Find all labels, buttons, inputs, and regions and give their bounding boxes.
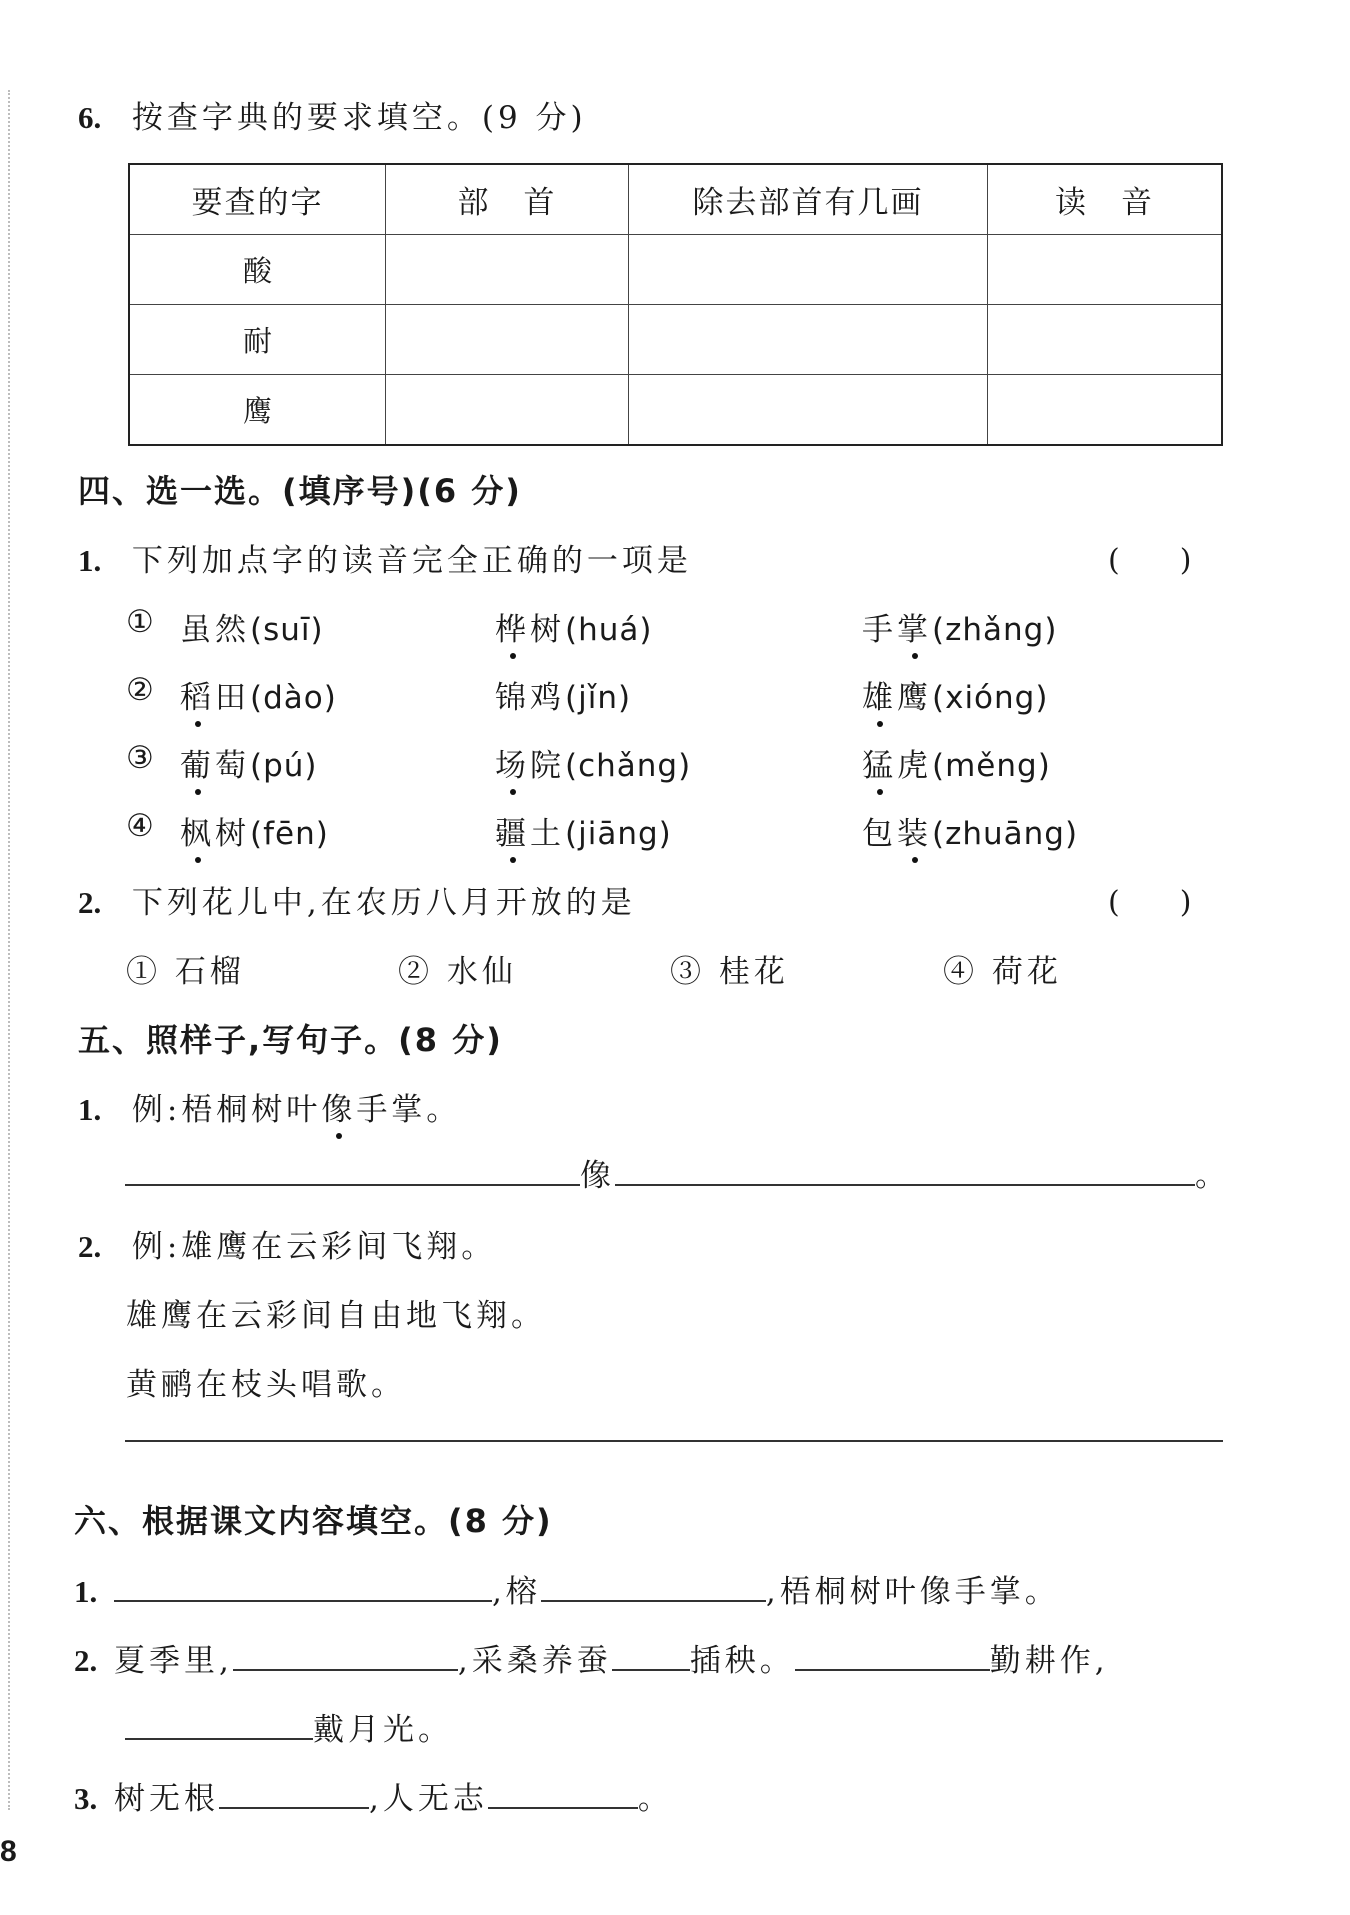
option-word-b: 场院(chǎng) xyxy=(495,740,691,785)
dotted-char: 枫 xyxy=(180,808,215,853)
option-word-a: 虽然(suī) xyxy=(180,612,324,648)
q6-number: 6. xyxy=(78,100,102,135)
dictionary-table xyxy=(128,163,1223,446)
flower-option[interactable]: ③ 桂花 xyxy=(670,954,789,990)
sec4-q1-answer-paren[interactable]: ( ) xyxy=(1108,543,1192,578)
option-marker[interactable]: ① xyxy=(126,604,158,640)
dotted-char: 像 xyxy=(321,1084,356,1129)
option-word-b: 锦鸡(jǐn) xyxy=(495,680,632,716)
answer-blank[interactable] xyxy=(541,1570,766,1602)
answer-blank[interactable] xyxy=(125,1708,313,1740)
answer-blank[interactable] xyxy=(795,1639,990,1671)
table-cell-character: 酸 xyxy=(129,235,386,305)
q6-text: 按查字典的要求填空。(9 分) xyxy=(131,100,587,136)
dotted-char: 雄 xyxy=(862,672,897,717)
dotted-char: 场 xyxy=(495,740,530,785)
radical-answer-cell[interactable] xyxy=(386,235,629,305)
answer-blank[interactable] xyxy=(615,1154,1195,1186)
page-number: 8 xyxy=(0,1835,17,1868)
table-row xyxy=(129,305,1222,375)
dotted-char: 稻 xyxy=(180,672,215,717)
option-word-c: 雄鹰(xióng) xyxy=(862,672,1048,717)
sec6-q3-line: 3. 树无根 ,人无志 。 xyxy=(74,1773,673,1818)
pronunciation-answer-cell[interactable] xyxy=(988,235,1223,305)
sec6-q2-line: 2. 夏季里, ,采桑养蚕 插秧。 勤耕作, xyxy=(74,1635,1109,1680)
sec4-q1-line xyxy=(78,535,692,580)
option-word-c: 猛虎(měng) xyxy=(862,740,1051,785)
sec4-q2-number: 2. xyxy=(78,885,102,920)
sec4-q2-answer-paren[interactable]: ( ) xyxy=(1108,885,1192,920)
option-word-a: 枫树(fēn) xyxy=(180,808,329,853)
answer-blank[interactable] xyxy=(612,1639,690,1671)
table-row xyxy=(129,375,1222,446)
dotted-char: 葡 xyxy=(180,740,215,785)
sec5-q2-number: 2. xyxy=(78,1229,102,1264)
q6-line xyxy=(78,92,587,137)
option-word-a: 稻田(dào) xyxy=(180,672,337,717)
option-marker[interactable]: ③ xyxy=(126,740,158,776)
sec5-q2-result: 雄鹰在云彩间自由地飞翔。 xyxy=(126,1298,546,1334)
table-header-row xyxy=(129,164,1222,235)
dotted-char: 桦 xyxy=(495,604,530,649)
sec4-q2-text: 下列花儿中,在农历八月开放的是 xyxy=(131,885,636,921)
binding-edge-line xyxy=(8,90,10,1810)
flower-option[interactable]: ① 石榴 xyxy=(126,954,245,990)
answer-blank[interactable] xyxy=(125,1440,1223,1442)
option-word-a: 葡萄(pú) xyxy=(180,740,318,785)
strokes-answer-cell[interactable] xyxy=(629,305,988,375)
answer-blank[interactable] xyxy=(114,1570,492,1602)
option-word-c: 手掌(zhǎng) xyxy=(862,604,1057,649)
sec5-q1-answer-line: 像 。 xyxy=(125,1150,1230,1195)
sec4-q1-text: 下列加点字的读音完全正确的一项是 xyxy=(131,543,692,579)
pronunciation-answer-cell[interactable] xyxy=(988,305,1223,375)
option-word-b: 疆土(jiāng) xyxy=(495,808,672,853)
sec5-q2-task: 黄鹂在枝头唱歌。 xyxy=(126,1367,406,1403)
header-radical: 部 首 xyxy=(386,164,629,235)
option-word-b: 桦树(huá) xyxy=(495,604,652,649)
flower-option[interactable]: ② 水仙 xyxy=(398,954,517,990)
header-strokes: 除去部首有几画 xyxy=(629,164,988,235)
dotted-char: 疆 xyxy=(495,808,530,853)
sec6-q1-line: 1. ,榕 ,梧桐树叶像手掌。 xyxy=(74,1566,1060,1611)
dotted-char: 装 xyxy=(897,808,932,853)
strokes-answer-cell[interactable] xyxy=(629,375,988,446)
dotted-char: 猛 xyxy=(862,740,897,785)
sec4-q1-number: 1. xyxy=(78,543,102,578)
answer-blank[interactable] xyxy=(125,1154,580,1186)
dotted-char: 掌 xyxy=(897,604,932,649)
header-pronunciation: 读 音 xyxy=(988,164,1223,235)
strokes-answer-cell[interactable] xyxy=(629,235,988,305)
sec6-q2-line-2: 戴月光。 xyxy=(125,1704,453,1749)
flower-option[interactable]: ④ 荷花 xyxy=(943,954,1062,990)
option-marker[interactable]: ② xyxy=(126,672,158,708)
table-cell-character: 鹰 xyxy=(129,375,386,446)
option-marker[interactable]: ④ xyxy=(126,808,158,844)
pronunciation-answer-cell[interactable] xyxy=(988,375,1223,446)
section-5-title: 五、照样子,写句子。(8 分) xyxy=(78,1021,503,1059)
header-character: 要查的字 xyxy=(129,164,386,235)
radical-answer-cell[interactable] xyxy=(386,375,629,446)
sec4-q2-line xyxy=(78,877,636,922)
sec6-q1-number: 1. xyxy=(74,1574,98,1609)
table-row xyxy=(129,235,1222,305)
section-6-title: 六、根据课文内容填空。(8 分) xyxy=(74,1502,553,1540)
option-word-c: 包装(zhuāng) xyxy=(862,808,1078,853)
answer-blank[interactable] xyxy=(219,1777,369,1809)
sec6-q3-number: 3. xyxy=(74,1781,98,1816)
sec5-q2-line xyxy=(78,1221,496,1266)
radical-answer-cell[interactable] xyxy=(386,305,629,375)
answer-blank[interactable] xyxy=(488,1777,638,1809)
sec5-q2-example: 例:雄鹰在云彩间飞翔。 xyxy=(131,1229,497,1265)
section-4-title: 四、选一选。(填序号)(6 分) xyxy=(78,472,522,510)
sec5-q1-line: 1. 例:梧桐树叶像手掌。 xyxy=(78,1084,461,1129)
answer-blank[interactable] xyxy=(233,1639,458,1671)
table-cell-character: 耐 xyxy=(129,305,386,375)
sec5-q1-number: 1. xyxy=(78,1092,102,1127)
sec6-q2-number: 2. xyxy=(74,1643,98,1678)
